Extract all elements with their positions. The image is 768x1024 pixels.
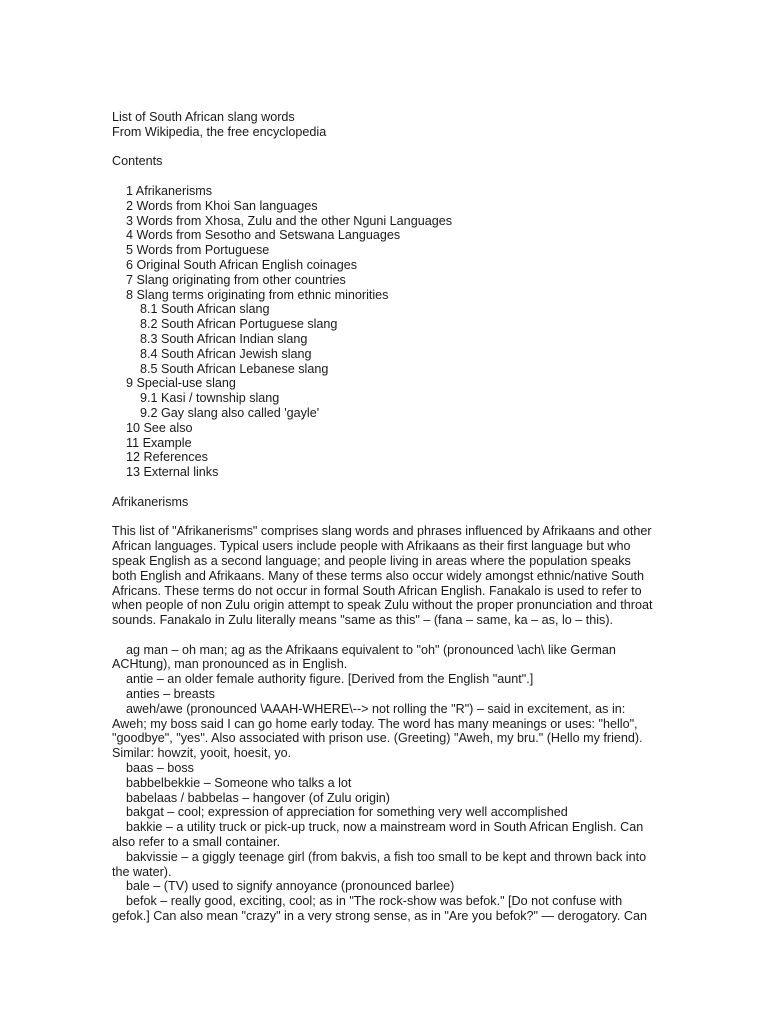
slang-entry: ag man – oh man; ag as the Afrikaans equivalent to "oh" (pronounced \ach\ like German ACHtung), man pronounced as in English. [112, 642, 616, 672]
section-heading: Afrikanerisms [112, 494, 189, 509]
slang-entry: bakvissie – a giggly teenage girl (from bakvis, a fish too small to be kept and thrown back into the water). [112, 849, 647, 879]
slang-entry: bakkie – a utility truck or pick-up truck, now a mainstream word in South African English. Can also refer to a small container. [112, 820, 644, 850]
page-subtitle: From Wikipedia, the free encyclopedia [112, 124, 327, 139]
toc-item[interactable]: 13 External links [126, 465, 219, 480]
slang-entry: antie – an older female authority figure. [Derived from the English "aunt".] [126, 672, 534, 687]
toc-item[interactable]: 8 Slang terms originating from ethnic minorities [126, 287, 389, 302]
toc-item[interactable]: 4 Words from Sesotho and Setswana Languages [126, 228, 401, 243]
toc-item[interactable]: 11 Example [126, 435, 192, 450]
slang-entry: babbelbekkie – Someone who talks a lot [126, 775, 352, 790]
contents-heading: Contents [112, 154, 163, 169]
toc-item[interactable]: 10 See also [126, 420, 193, 435]
toc-item[interactable]: 8.5 South African Lebanese slang [140, 361, 329, 376]
toc-item[interactable]: 8.2 South African Portuguese slang [140, 317, 338, 332]
toc-item[interactable]: 1 Afrikanerisms [126, 183, 213, 198]
slang-entry: aweh/awe (pronounced \AAAH-WHERE\--> not rolling the "R") – said in excitement, as in: Aweh; my boss said I can go home early today. The word has many meanings or uses: "hello", "goodbye", "yes". Also associated with prison use. (Greeting) "Aweh, my bru." (Hello my friend). Similar: howzit, yooit, hoesit, yo. [112, 701, 643, 761]
slang-entry: anties – breasts [126, 687, 215, 702]
toc-item[interactable]: 5 Words from Portuguese [126, 243, 270, 258]
section-intro: This list of "Afrikanerisms" comprises slang words and phrases influenced by Afrikaans and other African languages. Typical users include people with Afrikaans as their first language but who speak English as a second language; and people living in areas where the population speaks both English and Afrikaans. Many of these terms also occur widely amongst ethnic/native South Africans. These terms do not occur in formal South African English. Fanakalo is used to refer to when people of non Zulu origin attempt to speak Zulu without the proper pronunciation and throat sounds. Fanakalo in Zulu literally means "same as this" – (fana – same, ka – as, lo – this). [112, 524, 653, 628]
slang-entry: bale – (TV) used to signify annoyance (pronounced barlee) [126, 879, 455, 894]
slang-entry-list [112, 643, 657, 924]
toc-item[interactable]: 3 Words from Xhosa, Zulu and the other Nguni Languages [126, 213, 453, 228]
slang-entry: baas – boss [126, 761, 194, 776]
slang-entry: befok – really good, exciting, cool; as in "The rock-show was befok." [Do not confuse with gefok.] Can also mean "crazy" in a very strong sense, as in "Are you befok?" — derogatory. Can [112, 894, 647, 924]
page-title: List of South African slang words [112, 110, 295, 124]
toc-item[interactable]: 2 Words from Khoi San languages [126, 198, 318, 213]
slang-entry: babelaas / babbelas – hangover (of Zulu origin) [126, 790, 390, 805]
toc-item[interactable]: 9.2 Gay slang also called 'gayle' [140, 405, 320, 420]
toc-item[interactable]: 12 References [126, 450, 208, 465]
toc-item[interactable]: 9.1 Kasi / township slang [140, 391, 280, 406]
toc-item[interactable]: 6 Original South African English coinages [126, 257, 358, 272]
toc-item[interactable]: 8.3 South African Indian slang [140, 331, 308, 346]
slang-entry: bakgat – cool; expression of appreciation for something very well accomplished [126, 805, 568, 820]
toc-item[interactable]: 8.1 South African slang [140, 302, 270, 317]
table-of-contents [112, 184, 657, 480]
toc-item[interactable]: 7 Slang originating from other countries [126, 272, 346, 287]
toc-item[interactable]: 9 Special-use slang [126, 376, 236, 391]
toc-item[interactable]: 8.4 South African Jewish slang [140, 346, 312, 361]
